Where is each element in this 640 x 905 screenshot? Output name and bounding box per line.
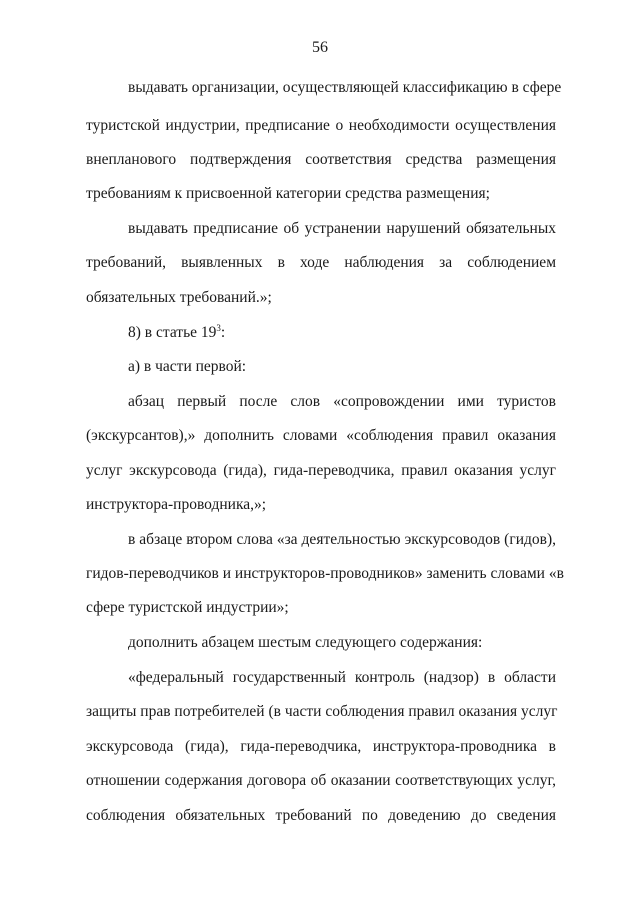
- text-line: «федеральный государственный контроль (надзор) в области: [128, 669, 556, 686]
- text-line: выдавать организации, осуществляющей классификацию в сфере: [128, 79, 562, 96]
- text-line: туристской индустрии, предписание о необходимости осуществления: [86, 117, 556, 134]
- text-line: требованиям к присвоенной категории средства размещения;: [86, 185, 490, 202]
- text-line: услуг экскурсовода (гида), гида-переводчика, правил оказания услуг: [86, 462, 556, 479]
- text-line: выдавать предписание об устранении нарушений обязательных: [128, 220, 556, 237]
- superscript: 3: [216, 322, 221, 333]
- page-number: 56: [312, 39, 328, 56]
- text-line: а) в части первой:: [128, 358, 247, 375]
- text-line: экскурсовода (гида), гида-переводчика, инструктора-проводника в: [86, 738, 556, 755]
- text-line: защиты прав потребителей (в части соблюдения правил оказания услуг: [86, 703, 558, 720]
- text-line: инструктора-проводника,»;: [86, 496, 267, 513]
- text-line: соблюдения обязательных требований по доведению до сведения: [86, 807, 556, 824]
- text-line: требований, выявленных в ходе наблюдения за соблюдением: [86, 254, 556, 271]
- text-line: внепланового подтверждения соответствия средства размещения: [86, 151, 556, 168]
- text-line: обязательных требований.»;: [86, 289, 272, 306]
- text-line: (экскурсантов),» дополнить словами «соблюдения правил оказания: [86, 427, 556, 444]
- list-item-text: 8) в статье 19: [128, 324, 217, 341]
- text-line: абзац первый после слов «сопровождении ими туристов: [128, 393, 556, 410]
- text-line: отношении содержания договора об оказании соответствующих услуг,: [86, 772, 556, 789]
- text-line: в абзаце втором слова «за деятельностью экскурсоводов (гидов),: [128, 531, 556, 548]
- text-line: сфере туристской индустрии»;: [86, 599, 289, 616]
- list-item-punct: :: [220, 324, 226, 341]
- list-item-heading: [128, 323, 556, 343]
- text-line: дополнить абзацем шестым следующего содержания:: [128, 634, 483, 651]
- text-line: гидов-переводчиков и инструкторов-проводников» заменить словами «в: [86, 565, 564, 582]
